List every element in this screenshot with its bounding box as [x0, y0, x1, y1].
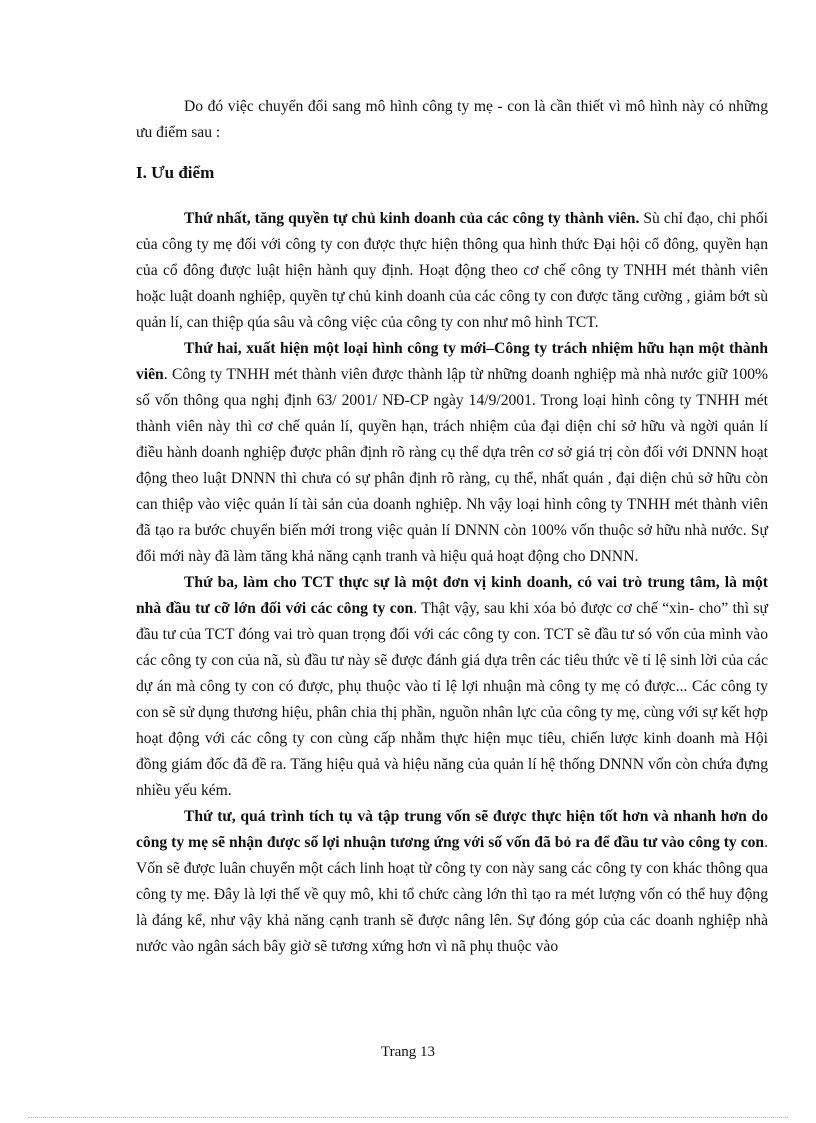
paragraph-second: [136, 336, 768, 570]
page-number: Trang 13: [380, 1044, 436, 1060]
paragraph-lead: Thứ nhất, tăng quyền tự chủ kinh doanh của các công ty thành viên.: [184, 210, 640, 227]
paragraph-body: Sù chỉ đạo, chi phối của công ty mẹ đối với công ty con được thực hiện thông qua hình thức Đại hội cổ đông, quyền hạn của cổ đông được luật hiện hành quy định. Hoạt động theo cơ chế công ty TNHH mét thành viên hoặc luật doanh nghiệp, quyền tự chủ kinh doanh của các công ty con được tăng cường , giảm bớt sù quản lí, can thiệp qúa sâu và công việc của công ty con như mô hình TCT.: [136, 210, 768, 331]
paragraph-body: . Thật vậy, sau khi xóa bỏ được cơ chế “xin- cho” thì sự đầu tư của TCT đóng vai trò quan trọng đối với các công ty con. TCT sẽ đầu tư só vốn của mình vào các công ty con của nã, sù đầu tư này sẽ được đánh giá dựa trên các tiêu thức về tỉ lệ sinh lời của các dự án mà công ty con có được, phụ thuộc vào tỉ lệ lợi nhuận mà công ty mẹ có được... Các công ty con sẽ sử dụng thương hiệu, phân chia thị phần, nguồn nhân lực của công ty mẹ, cùng với sự kết hợp hoạt động với các công ty con cùng cấp nhằm thực hiện mục tiêu, chiến lược kinh doanh mà Hội đồng giám đốc đã đề ra. Tăng hiệu quả và hiệu năng của quản lí hệ thống DNNN vốn còn chứa đựng nhiều yếu kém.: [136, 600, 768, 799]
paragraph-lead: Thứ ba, làm cho TCT thực sự là một đơn vị kinh doanh, có vai trò trung tâm, là một nhà đầu tư cỡ lớn đối với các công ty con: [136, 574, 768, 617]
paragraph-fourth: [136, 804, 768, 960]
paragraph-third: [136, 570, 768, 804]
paragraph-lead: Thứ hai, xuất hiện một loại hình công ty mới–Công ty trách nhiệm hữu hạn một thành viên: [136, 340, 768, 383]
page-bottom-divider: [28, 1117, 788, 1118]
page-body: [136, 94, 768, 960]
paragraph-body: . Vốn sẽ được luân chuyển một cách linh hoạt từ công ty con này sang các công ty con khác thông qua công ty mẹ. Đây là lợi thế về quy mô, khi tổ chức càng lớn thì tạo ra mét lượng vốn có thể huy động là đáng kể, như vậy khả năng cạnh tranh sẽ được nâng lên. Sự đóng góp của các doanh nghiệp nhà nước vào ngân sách bây giờ sẽ tương xứng hơn vì nã phụ thuộc vào: [136, 834, 768, 955]
paragraph-first: [136, 206, 768, 336]
paragraph-lead: Thứ tư, quá trình tích tụ và tập trung vốn sẽ được thực hiện tốt hơn và nhanh hơn do công ty mẹ sẽ nhận được số lợi nhuận tương ứng với số vốn đã bỏ ra để đầu tư vào công ty con: [136, 808, 768, 851]
paragraph-body: . Công ty TNHH mét thành viên được thành lập từ những doanh nghiệp mà nhà nước giữ 100% số vốn thông qua nghị định 63/ 2001/ NĐ-CP ngày 14/9/2001. Trong loại hình công ty TNHH mét thành viên này thì cơ chế quản lí, quyền hạn, trách nhiệm của đại diện chỉ sở hữu và ngời quản lí điều hành doanh nghiệp được phân định rõ ràng cụ thể dựa trên cơ sở giá trị còn đối với DNNN hoạt động theo luật DNNN thì chưa có sự phân định rõ ràng, cụ thể, nhất quán , đại diện chủ sở hữu còn can thiệp vào việc quản lí tài sản của doanh nghiệp. Nh vậy loại hình công ty TNHH mét thành viên đã tạo ra bước chuyển biến mới trong việc quản lí DNNN còn 100% vốn thuộc sở hữu nhà nước. Sự đổi mới này đã làm tăng khả năng cạnh tranh và hiệu quả hoạt động cho DNNN.: [136, 366, 768, 565]
intro-paragraph: Do đó việc chuyển đổi sang mô hình công ty mẹ - con là cần thiết vì mô hình này có những ưu điểm sau :: [136, 98, 768, 141]
section-heading: I. Ưu điểm: [136, 163, 215, 182]
